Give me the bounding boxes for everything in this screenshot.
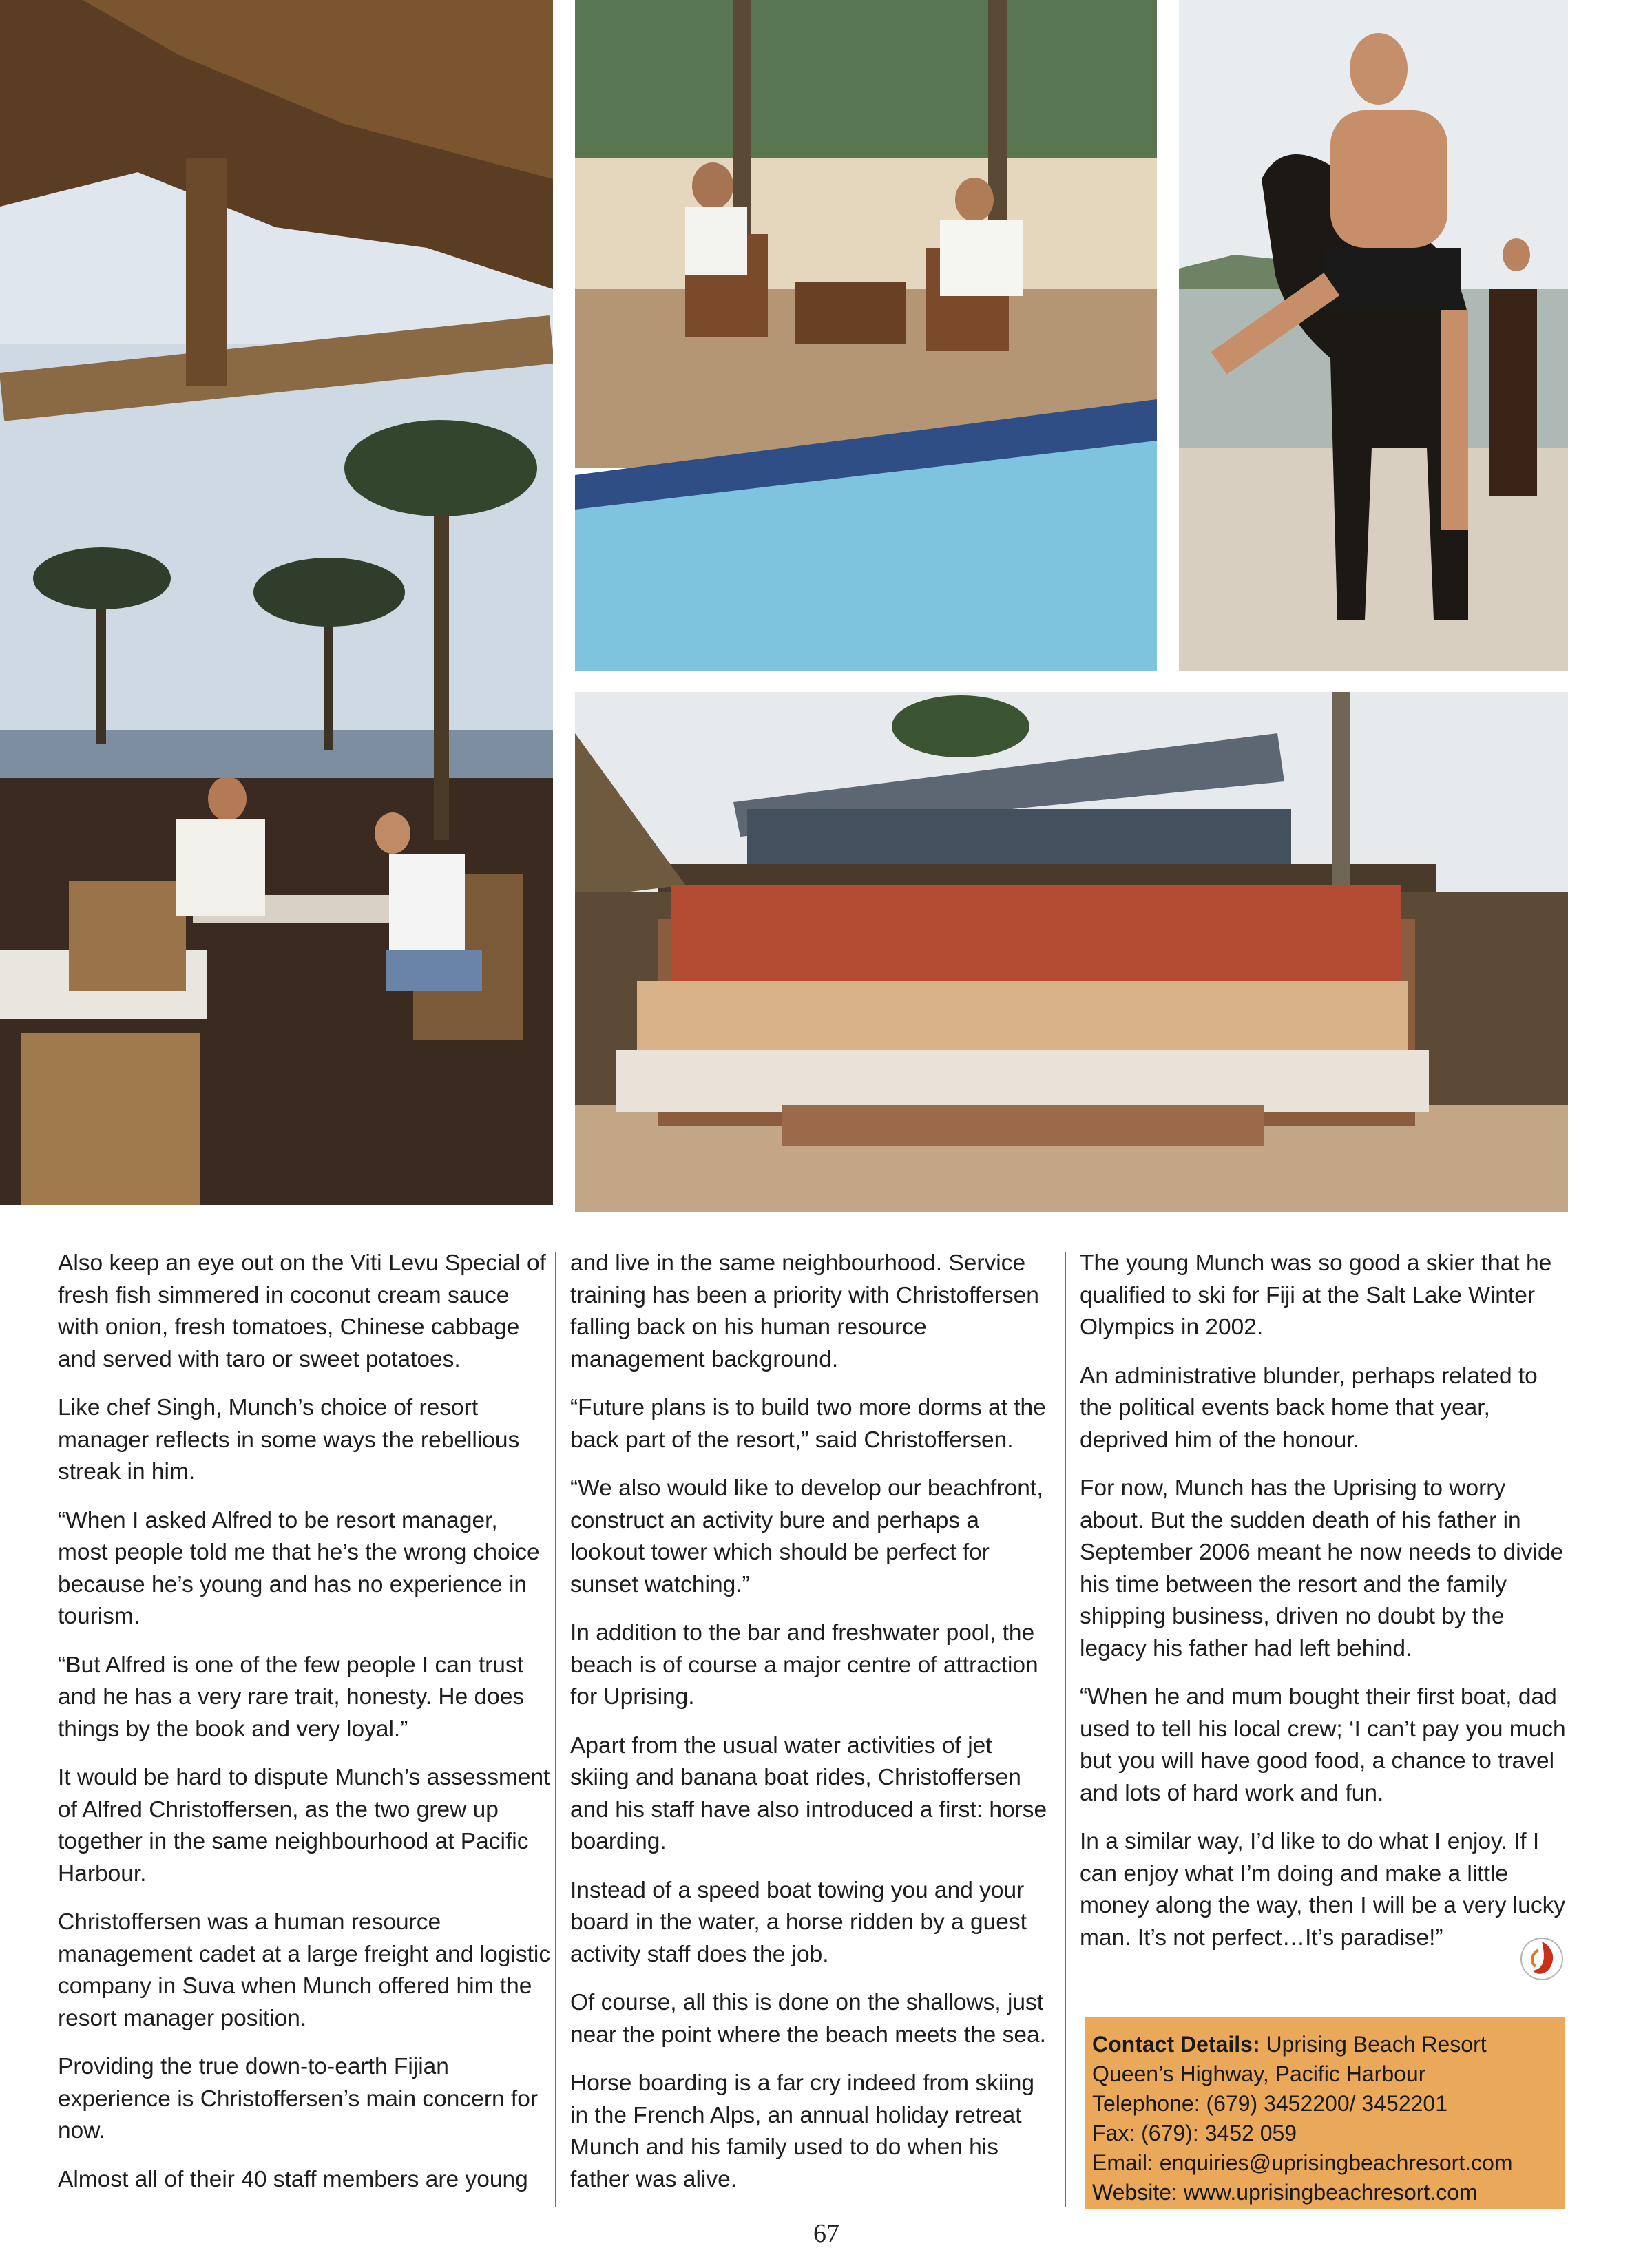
- paragraph: “When I asked Alfred to be resort manager, most people told me that he’s the wrong choice because he’s young and has no experience in tourism.: [58, 1507, 540, 1629]
- paragraph: “We also would like to develop our beachfront, construct an activity bure and perhaps a lookout tower which should be perfect for sunset watching.”: [570, 1476, 1043, 1597]
- paragraph: “But Alfred is one of the few people I can trust and he has a very rare trait, honesty. He does things by the book and very loyal.”: [58, 1652, 525, 1742]
- paragraph: For now, Munch has the Uprising to worry about. But the sudden death of his father in September 2006 meant he now needs to divide his time between the resort and the family shipping business, driven no doubt by the legacy his father had left behind.: [1080, 1476, 1564, 1661]
- page-number: 67: [813, 2219, 839, 2248]
- restaurant-photo: [0, 0, 553, 1205]
- contact-first-line: [1092, 2030, 1554, 2059]
- hibiscus-end-mark-icon: [1519, 1936, 1565, 1982]
- paragraph: Instead of a speed boat towing you and your board in the water, a horse ridden by a guest activity staff does the job.: [570, 1877, 1027, 1967]
- paragraph: An administrative blunder, perhaps related to the political events back home that year, deprived him of the honour.: [1080, 1363, 1538, 1453]
- paragraph: “When he and mum bought their first boat, dad used to tell his local crew; ‘I can’t pay you much but you will have good food, a chance to travel and lots of hard work and fun.: [1080, 1684, 1566, 1806]
- pool-deck-photo-image: [575, 0, 1157, 671]
- paragraph: Christoffersen was a human resource management cadet at a large freight and logistic company in Suva when Munch offered him the resort manager position.: [58, 1909, 551, 2031]
- paragraph: Providing the true down-to-earth Fijian experience is Christoffersen’s main concern for now.: [58, 2054, 539, 2143]
- paragraph: The young Munch was so good a skier that he qualified to ski for Fiji at the Salt Lake Winter Olympics in 2002.: [1080, 1250, 1552, 1340]
- resort-name: Uprising Beach Resort: [1266, 2032, 1487, 2057]
- paragraph: Also keep an eye out on the Viti Levu Special of fresh fish simmered in coconut cream sauce with onion, fresh tomatoes, Chinese cabbage and served with taro or sweet potatoes.: [58, 1250, 546, 1372]
- article-column-2: [570, 1248, 1052, 2212]
- paragraph: and live in the same neighbourhood. Service training has been a priority with Christoffersen falling back on his human resource management background.: [570, 1250, 1039, 1372]
- contact-label: Contact Details:: [1092, 2032, 1260, 2057]
- paragraph: In a similar way, I’d like to do what I enjoy. If I can enjoy what I’m doing and make a little money along the way, then I will be a very lucky man. It’s not perfect…It’s paradise!”: [1080, 1829, 1566, 1951]
- paragraph: Like chef Singh, Munch’s choice of resort manager reflects in some ways the rebellious streak in him.: [58, 1395, 520, 1484]
- contact-website[interactable]: Website: www.uprisingbeachresort.com: [1092, 2180, 1478, 2205]
- contact-fax: Fax: (679): 3452 059: [1092, 2121, 1297, 2145]
- contact-email[interactable]: Email: enquiries@uprisingbeachresort.com: [1092, 2150, 1513, 2175]
- paragraph: Horse boarding is a far cry indeed from skiing in the French Alps, an annual holiday retreat Munch and his family used to do when his father was alive.: [570, 2070, 1035, 2192]
- paragraph: Almost all of their 40 staff members are young: [58, 2166, 528, 2192]
- column-divider-2: [1065, 1252, 1066, 2207]
- contact-telephone: Telephone: (679) 3452200/ 3452201: [1092, 2091, 1447, 2116]
- pool-deck-photo: [575, 0, 1157, 671]
- restaurant-photo-image: [0, 0, 553, 1205]
- paragraph: Apart from the usual water activities of jet skiing and banana boat rides, Christoffersen and his staff have also introduced a first: horse boarding.: [570, 1732, 1047, 1854]
- paragraph: “Future plans is to build two more dorms at the back part of the resort,” said Christoffersen.: [570, 1395, 1046, 1453]
- column-divider-1: [555, 1252, 556, 2207]
- article-column-3: [1080, 1248, 1576, 1971]
- horse-riding-photo: [1179, 0, 1568, 671]
- article-column-1: [58, 1248, 554, 2212]
- horse-riding-photo-image: [1179, 0, 1568, 671]
- staff-group-photo-image: [575, 692, 1568, 1212]
- paragraph: In addition to the bar and freshwater pool, the beach is of course a major centre of attraction for Uprising.: [570, 1620, 1038, 1710]
- paragraph: Of course, all this is done on the shallows, just near the point where the beach meets the sea.: [570, 1990, 1046, 2048]
- contact-address: Queen’s Highway, Pacific Harbour: [1092, 2061, 1426, 2086]
- paragraph: It would be hard to dispute Munch’s assessment of Alfred Christoffersen, as the two grew up together in the same neighbourhood at Pacific Harbour.: [58, 1765, 550, 1887]
- staff-group-photo: [575, 692, 1568, 1212]
- contact-details-box: [1085, 2017, 1565, 2209]
